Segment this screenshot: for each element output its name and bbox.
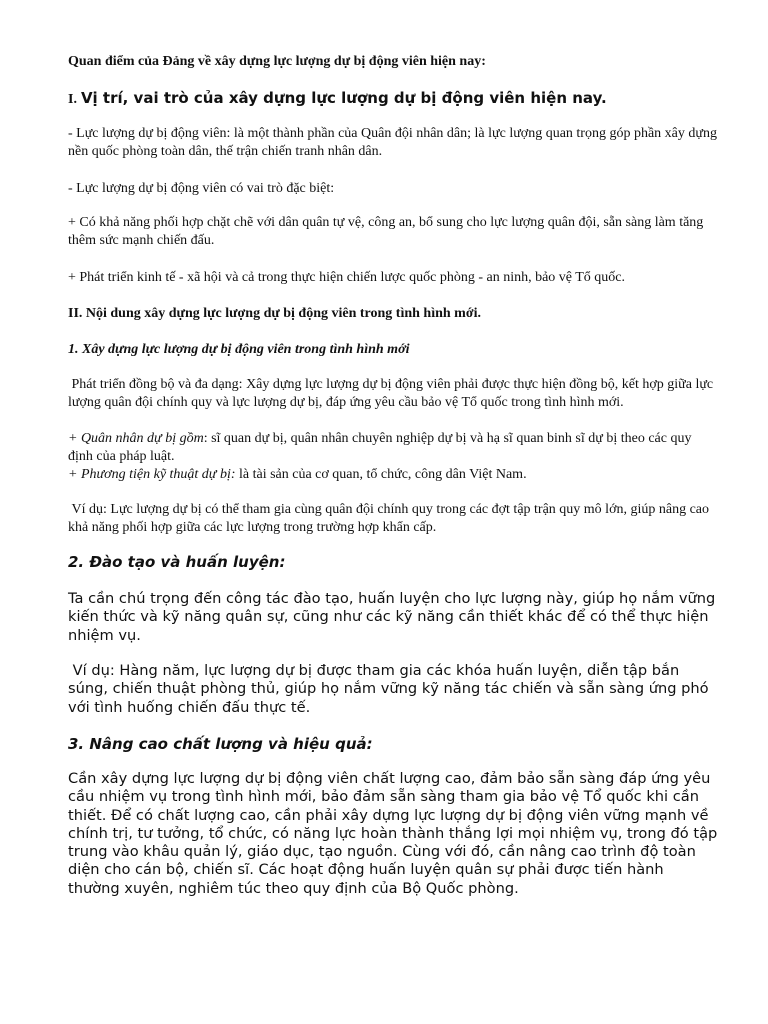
section-2-heading: II. Nội dung xây dựng lực lượng dự bị động viên trong tình hình mới. xyxy=(68,306,481,321)
reserve-personnel-lead: + Quân nhân dự bị gồm xyxy=(68,431,204,446)
document-title: Quan điểm của Đảng về xây dựng lực lượng dự bị động viên hiện nay: xyxy=(68,54,486,69)
subsection-1-heading: 1. Xây dựng lực lượng dự bị động viên trong tình hình mới xyxy=(68,342,410,357)
paragraph-reserve-personnel xyxy=(68,430,718,466)
paragraph-training: Ta cần chú trọng đến công tác đào tạo, huấn luyện cho lực lượng này, giúp họ nắm vững kiến thức và kỹ năng quân sự, cũng như các kỹ năng cần thiết khác để có thể thực hiện nhiệm vụ. xyxy=(68,590,716,644)
subsection-2-heading: 2. Đào tạo và huấn luyện: xyxy=(68,553,286,571)
reserve-equipment-rest: là tài sản của cơ quan, tổ chức, công dân Việt Nam. xyxy=(235,467,527,482)
paragraph-quality-improvement: Cần xây dựng lực lượng dự bị động viên chất lượng cao, đảm bảo sẵn sàng đáp ứng yêu cầu nhiệm vụ trong tình hình mới, bảo đảm sẵn sàng tham gia bảo vệ Tổ quốc khi cần thiết. Để có chất lượng cao, cần phải xây dựng lực lượng dự bị động viên vững mạnh về chính trị, tư tưởng, tổ chức, có năng lực hoàn thành thắng lợi mọi nhiệm vụ, trong đó tập trung vào khâu quản lý, giáo dục, tạo nguồn. Cùng với đó, cần nâng cao trình độ toàn diện cho cán bộ, chiến sĩ. Các hoạt động huấn luyện quân sự phải được tiến hành thường xuyên, nghiêm túc theo quy định của Bộ Quốc phòng. xyxy=(68,770,718,897)
paragraph-economic-development: + Phát triển kinh tế - xã hội và cả trong thực hiện chiến lược quốc phòng - an ninh, bảo vệ Tổ quốc. xyxy=(68,270,626,285)
reserve-personnel-rest: : sĩ quan dự bị, quân nhân chuyên nghiệp dự bị và hạ sĩ quan binh sĩ dự bị theo các quy định của pháp luật. xyxy=(68,431,692,464)
paragraph-role-definition: - Lực lượng dự bị động viên: là một thành phần của Quân đội nhân dân; là lực lượng quan trọng góp phần xây dựng nền quốc phòng toàn dân, thế trận chiến tranh nhân dân. xyxy=(68,126,717,159)
section-1-roman: I. xyxy=(68,92,77,107)
subsection-3-heading: 3. Nâng cao chất lượng và hiệu quả: xyxy=(68,735,373,753)
paragraph-example-exercise: Ví dụ: Lực lượng dự bị có thể tham gia cùng quân đội chính quy trong các đợt tập trận quy mô lớn, giúp nâng cao khả năng phối hợp giữa các lực lượng trong trường hợp khẩn cấp. xyxy=(68,502,713,535)
paragraph-example-training: Ví dụ: Hàng năm, lực lượng dự bị được tham gia các khóa huấn luyện, diễn tập bắn súng, chiến thuật phòng thủ, giúp họ nắm vững kỹ năng tác chiến và sẵn sàng ứng phó với tình huống chiến đấu thực tế. xyxy=(68,662,714,716)
paragraph-reserve-equipment xyxy=(68,466,718,484)
section-1-heading-text: Vị trí, vai trò của xây dựng lực lượng dự bị động viên hiện nay. xyxy=(80,89,607,107)
paragraph-special-role: - Lực lượng dự bị động viên có vai trò đặc biệt: xyxy=(68,181,335,196)
paragraph-coordination: + Có khả năng phối hợp chặt chẽ với dân quân tự vệ, công an, bổ sung cho lực lượng quân đội, sẵn sàng làm tăng thêm sức mạnh chiến đấu. xyxy=(68,215,704,248)
section-1-heading xyxy=(68,87,718,111)
paragraph-synchronous-development: Phát triển đồng bộ và đa dạng: Xây dựng lực lượng dự bị động viên phải được thực hiện đồng bộ, kết hợp giữa lực lượng quân đội chính quy và lực lượng dự bị, đáp ứng yêu cầu bảo vệ Tổ quốc trong tình hình mới. xyxy=(68,377,717,410)
reserve-equipment-lead: + Phương tiện kỹ thuật dự bị: xyxy=(68,467,236,482)
